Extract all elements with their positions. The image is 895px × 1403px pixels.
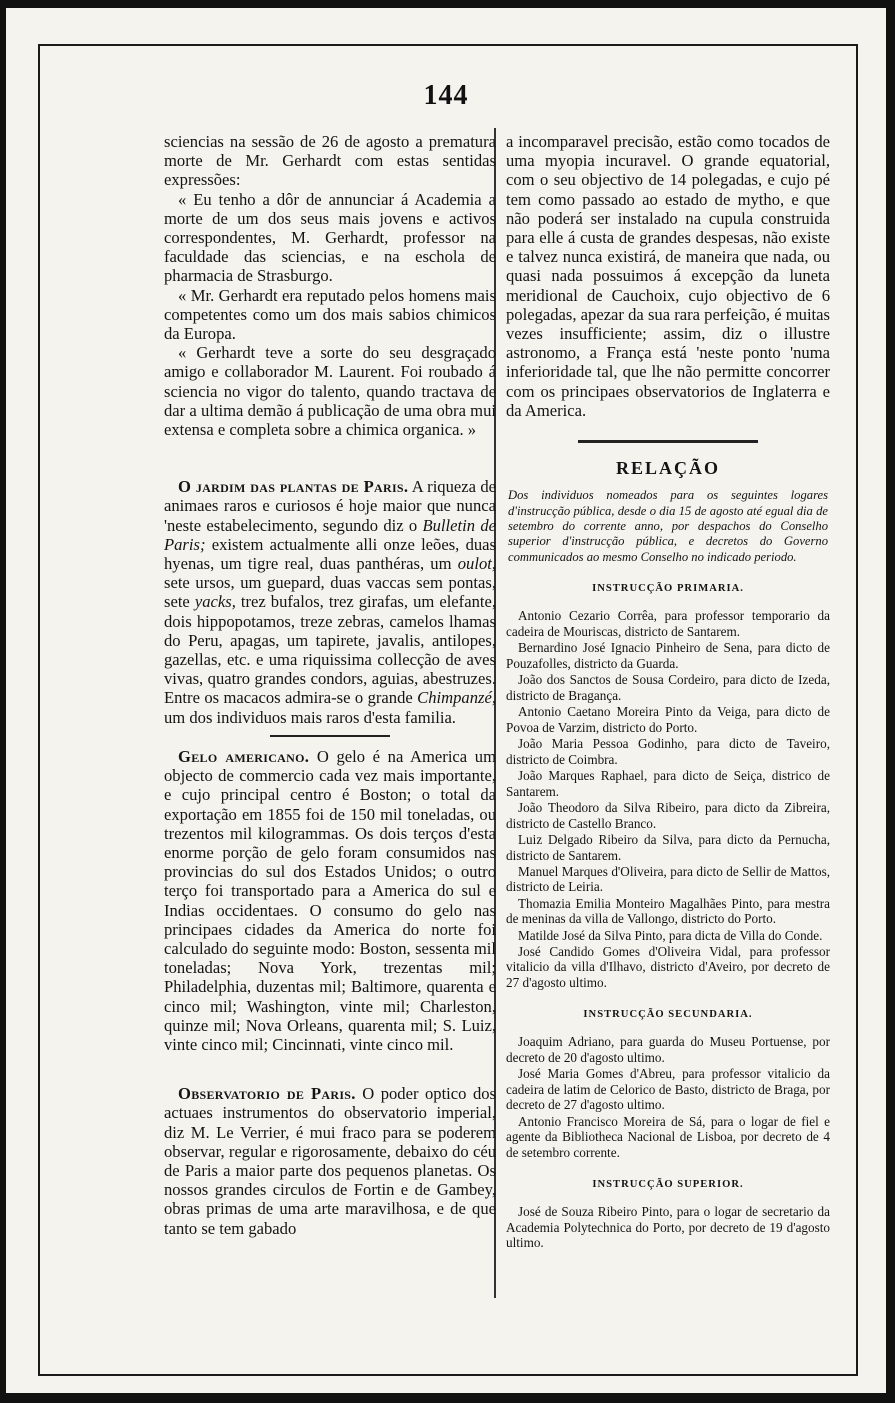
left-border [38, 44, 40, 1376]
top-border [38, 44, 858, 46]
article-heading: O jardim das plantas de Paris. [178, 477, 409, 497]
paragraph: « Mr. Gerhardt era reputado pelos homens mais competentes como um dos mais sabios chimicos da Europa. [164, 285, 496, 344]
paragraph: « Gerhardt teve a sorte do seu desgraçado amigo e collaborador M. Laurent. Foi roubado á sciencia no vigor do talento, quando tractava de dar a ultima demão á publicação de uma obra mui extensa e completa sobre a chimica organica. » [164, 343, 496, 440]
list-item: João dos Sanctos de Sousa Cordeiro, para dicto de Izeda, districto de Bragança. [506, 672, 830, 703]
list-item: Antonio Cezario Corrêa, para professor temporario da cadeira de Mouriscas, districto de Santarem. [506, 608, 830, 640]
list-item: Antonio Francisco Moreira de Sá, para o logar de fiel e agente da Bibliotheca Nacional de Lisboa, por decreto de 4 de setembro corrente. [506, 1113, 830, 1160]
list-item: João Maria Pessoa Godinho, para dicto de Taveiro, districto de Coimbra. [506, 736, 830, 767]
paragraph: a incomparavel precisão, estão como tocados de uma myopia incuravel. O grande equatorial, com o seu objectivo de 14 polegadas, e cujo pé tem como passado ao estado de mytho, e que não poderá ser instalado na cupula construida para elle á custa de grandes despesas, não existe e talvez nunca existirá, de maneira que nada, ou quasi nada possuimos á excepção da luneta meridional de Cauchoix, cujo objectivo de 6 polegadas, apezar da sua rara perfeição, é muitas vezes insufficiente; assim, diz o illustre astronomo, a França está 'neste ponto 'numa inferioridade tal, que lhe não permitte concorrer com os principaes observatorios de Inglaterra e da America. [506, 132, 830, 420]
separator [270, 735, 390, 737]
list-item: José Candido Gomes d'Oliveira Vidal, para professor vitalicio da villa d'Ilhavo, districto d'Aveiro, por decreto de 27 d'agosto ultimo. [506, 943, 830, 991]
list-item: Manuel Marques d'Oliveira, para dicto de Sellir de Mattos, districto de Leiria. [506, 863, 830, 895]
separator [578, 440, 758, 443]
list-item: José Maria Gomes d'Abreu, para professor vitalicio da cadeira de latim de Celorico de Basto, districto de Braga, por decreto de 27 d'agosto ultimo. [506, 1065, 830, 1113]
paragraph: « Eu tenho a dôr de annunciar á Academia a morte de um dos seus mais jovens e activos correspondentes, M. Gerhardt, professor na faculdade das sciencias, e na eschola de pharmacia de Strasburgo. [164, 189, 496, 286]
article-jardim: O jardim das plantas de Paris. A riqueza de animaes raros e curiosos é hoje maior que nunca 'neste estabelecimento, segundo diz o Bulletin de Paris; existem actualmente alli onze leões, duas hyenas, um tigre real, duas panthéras, um oulot, sete ursos, um guepard, duas vaccas sem pontas, sete yacks, trez bufalos, trez girafas, um elefante, dois hippopotamos, treze zebras, camelos lhamas do Peru, apagas, um tapirete, javalis, antilopes, gazellas, etc. e uma riquissima collecção de aves vivas, quatro grandes condors, aguias, abestruzes. Entre os macacos admira-se o grande Chimpanzé, um dos individuos mais raros d'esta familia. [164, 477, 496, 727]
list-item: Matilde José da Silva Pinto, para dicta de Villa do Conde. [518, 927, 823, 943]
list-item: Joaquim Adriano, para guarda do Museu Portuense, por decreto de 20 d'agosto ultimo. [506, 1034, 830, 1065]
left-column [164, 132, 496, 1238]
paragraph: sciencias na sessão de 26 de agosto a prematura morte de Mr. Gerhardt com estas sentidas expressões: [164, 132, 496, 190]
article-heading: Gelo americano. [178, 746, 310, 766]
list-item: João Marques Raphael, para dicto de Seiça, districo de Santarem. [506, 768, 830, 799]
list-item: João Theodoro da Silva Ribeiro, para dicto da Zibreira, districto de Castello Branco. [506, 799, 830, 831]
list-item: Luiz Delgado Ribeiro da Silva, para dicto da Pernucha, districto de Santarem. [506, 831, 830, 863]
bottom-border [38, 1374, 858, 1376]
subsection-heading: INSTRUCÇÃO SUPERIOR. [592, 1178, 744, 1190]
list-item: Antonio Caetano Moreira Pinto da Veiga, para dicto de Povoa de Varzim, districto do Porto. [506, 704, 830, 735]
article-observatorio: Observatorio de Paris. O poder optico dos actuaes instrumentos do observatorio imperial, diz M. Le Verrier, é mui fraco para se poderem observar, regular e rigorosamente, debaixo do céu de Paris a maior parte dos pequenos planetas. Os nossos grandes circulos de Fortin e de Gambey, obras primas de uma arte maravilhosa, e de que tanto se tem gabado [164, 1084, 496, 1238]
right-border [856, 44, 858, 1376]
article-heading: Observatorio de Paris. [178, 1084, 356, 1104]
newspaper-page [6, 8, 886, 1393]
list-item: Thomazia Emilia Monteiro Magalhães Pinto, para mestra de meninas da villa de Vallongo, districto do Porto. [506, 895, 830, 927]
list-item: José de Souza Ribeiro Pinto, para o logar de secretario da Academia Polytechnica do Porto, por decreto de 19 d'agosto ultimo. [506, 1203, 830, 1251]
list-item: Bernardino José Ignacio Pinheiro de Sena, para dicto de Pouzafolles, districto da Guarda. [506, 640, 830, 672]
subsection-heading: INSTRUCÇÃO PRIMARIA. [592, 583, 744, 595]
right-column [506, 132, 830, 1251]
section-intro: Dos individuos nomeados para os seguintes logares d'instrucção pública, desde o dia 15 de agosto até egual dia de setembro do corrente anno, por despachos do Conselho superior d'instrucção pública, e decretos do Governo communicados ao mesmo Conselho no indicado periodo. [508, 488, 828, 564]
section-heading: RELAÇÃO [615, 458, 720, 479]
article-gelo: Gelo americano. O gelo é na America um objecto de commercio cada vez mais importante, e cujo principal centro é Boston; o total da exportação em 1855 foi de 150 mil toneladas, ou trezentos mil kilogrammas. Os dois terços d'esta enorme porção de gelo foram consumidos nas provincias do sul dos Estados Unidos; o outro terço foi transportado para a America do sul e Indias occidentaes. O consumo do gelo nas principaes cidades da America do norte foi calculado do seguinte modo: Boston, sessenta mil toneladas; Nova York, trezentas mil; Philadelphia, duzentas mil; Baltimore, quarenta e cinco mil; Washington, vinte mil; Charleston, quinze mil; Nova Orleans, quarenta mil; S. Luiz, vinte cinco mil; Cincinnati, vinte cinco mil. [164, 746, 496, 1054]
page-number: 144 [423, 80, 469, 111]
subsection-heading: INSTRUCÇÃO SECUNDARIA. [583, 1008, 753, 1020]
